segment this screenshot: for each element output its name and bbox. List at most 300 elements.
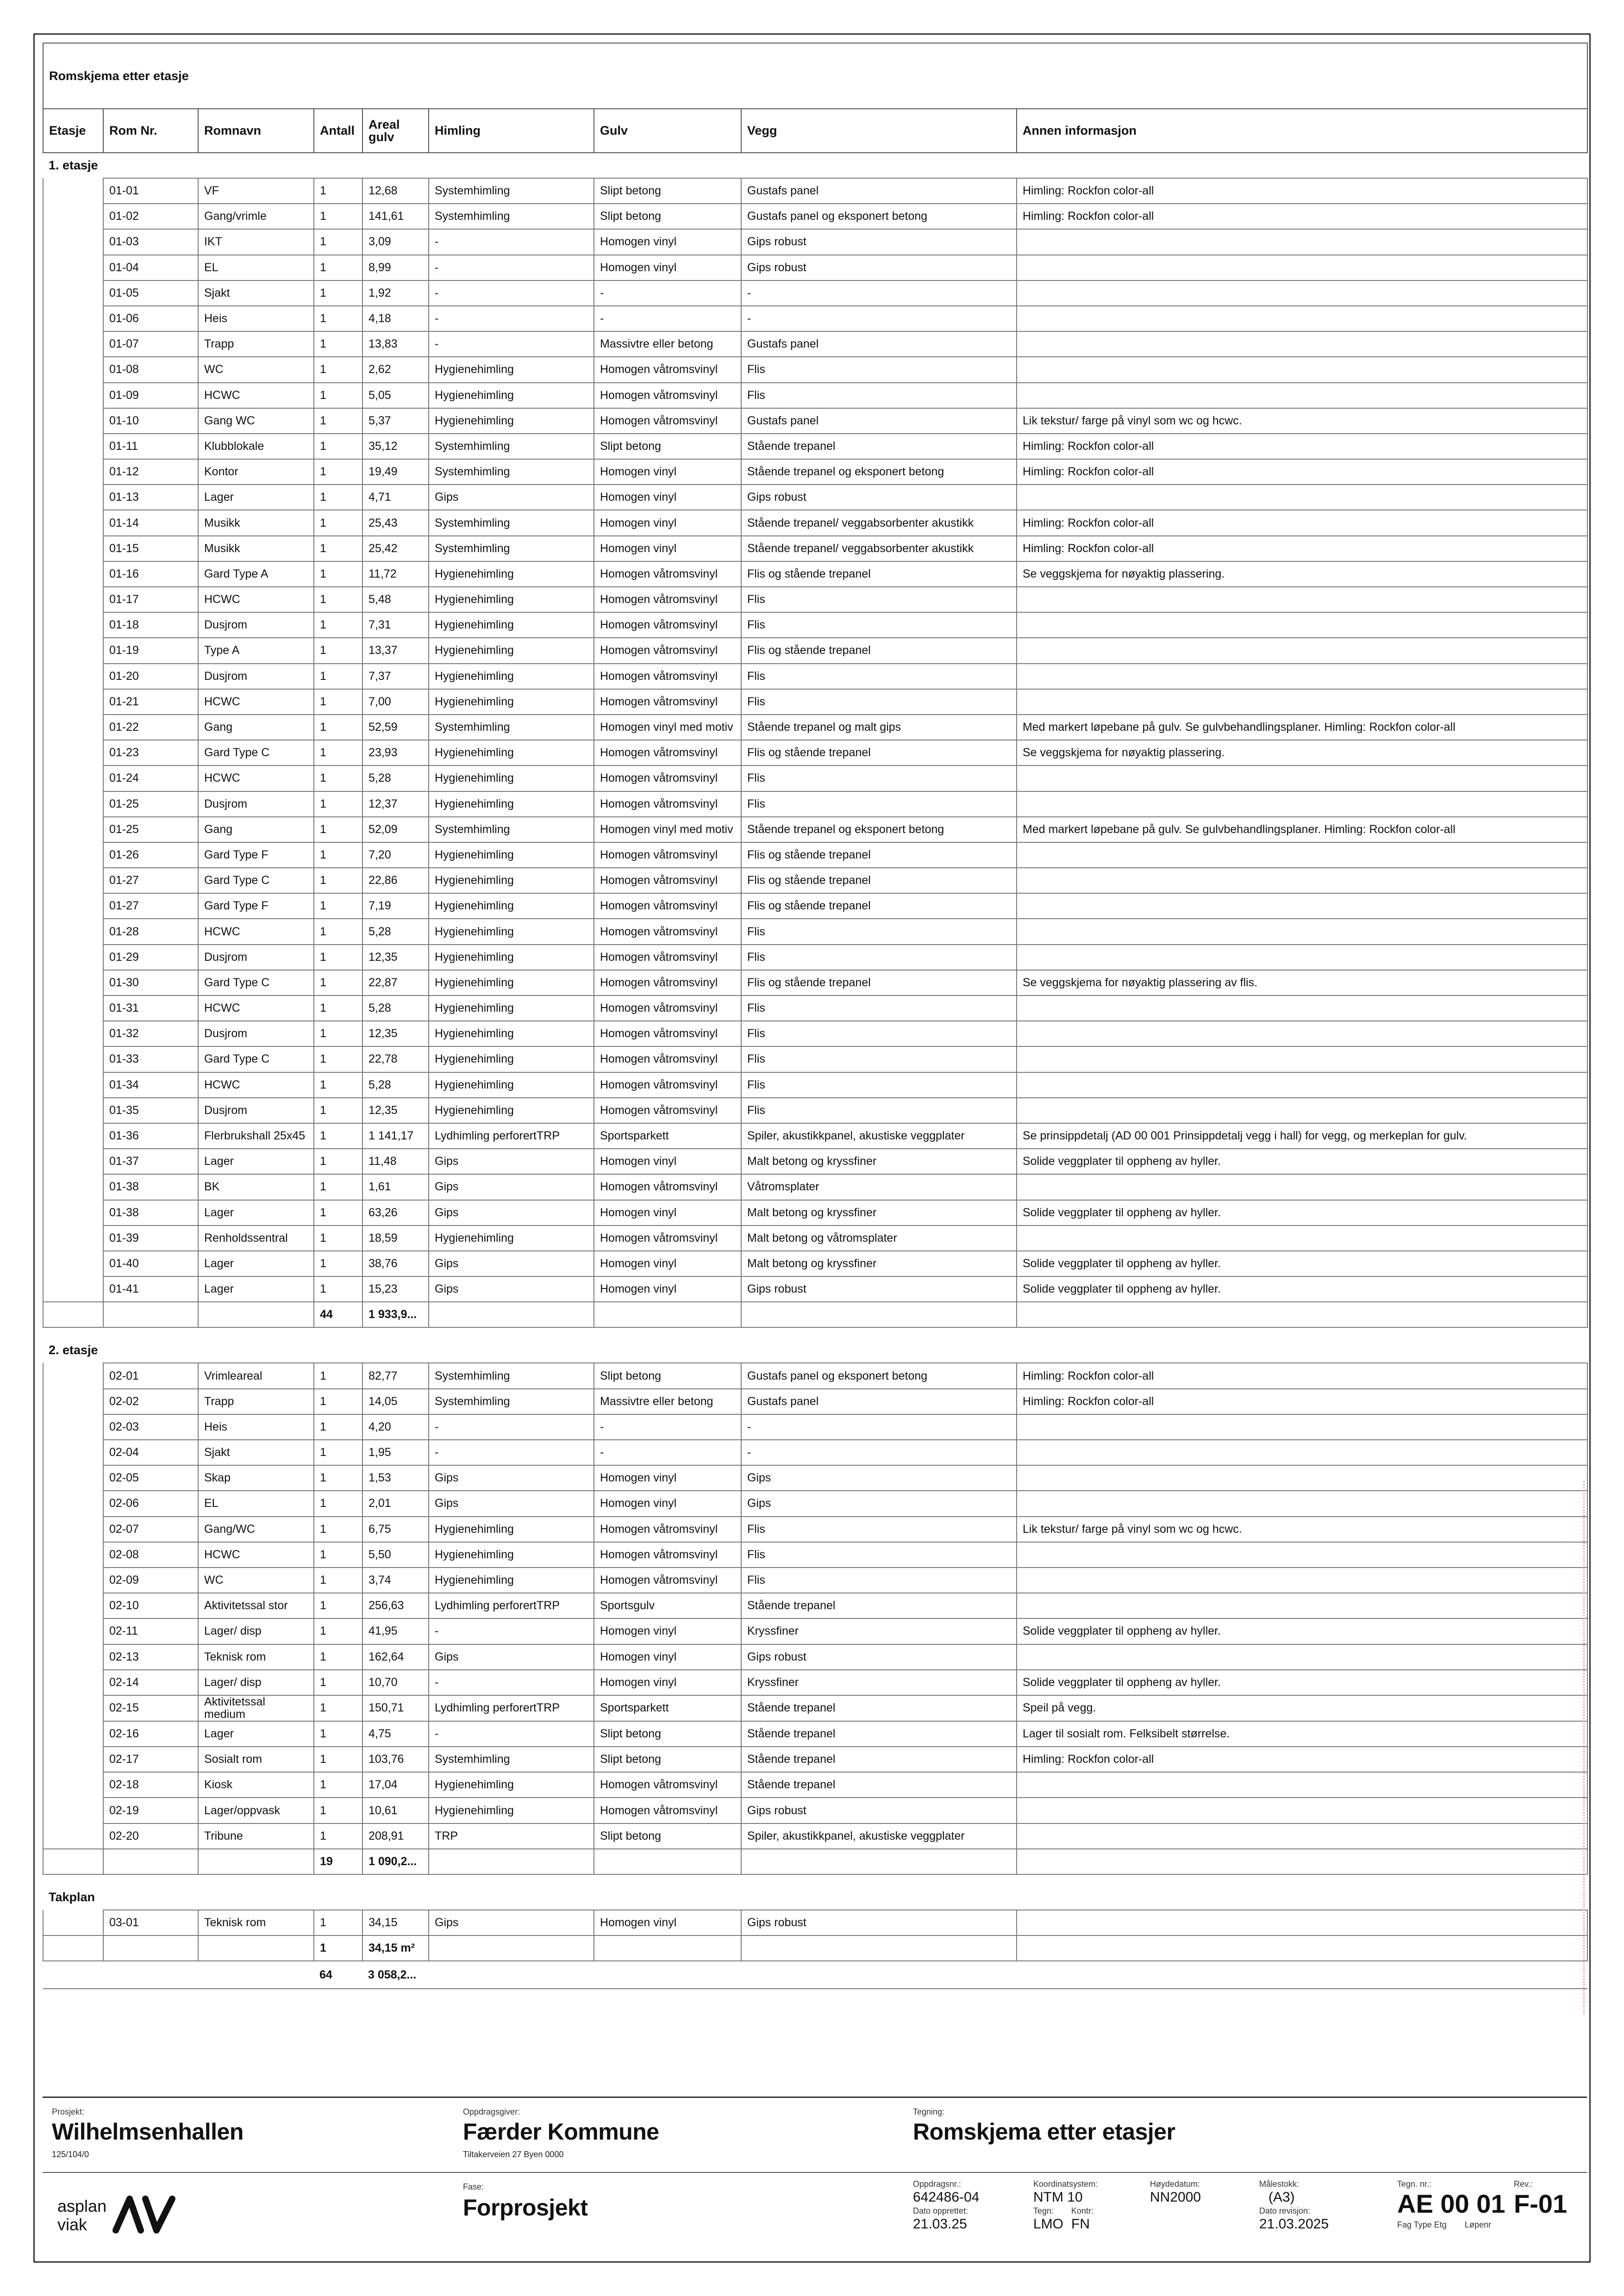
table-cell: 1 bbox=[314, 1798, 362, 1823]
client-label: Oppdragsgiver: bbox=[463, 2107, 520, 2116]
table-cell: Speil på vegg. bbox=[1017, 1695, 1587, 1721]
empty-cell bbox=[103, 1849, 198, 1874]
table-cell: Hygienehimling bbox=[429, 612, 594, 638]
table-cell: 1 bbox=[314, 1174, 362, 1200]
floor-cell bbox=[43, 1517, 103, 1542]
table-cell bbox=[1017, 868, 1587, 893]
table-cell: Homogen våtromsvinyl bbox=[594, 638, 741, 663]
table-row bbox=[43, 1414, 1587, 1440]
table-row bbox=[43, 434, 1587, 459]
table-cell: Gustafs panel bbox=[741, 331, 1017, 357]
table-cell: Heis bbox=[198, 306, 314, 331]
table-cell: 1 bbox=[314, 893, 362, 919]
table-cell: Homogen våtromsvinyl bbox=[594, 1517, 741, 1542]
table-cell: 01-40 bbox=[103, 1251, 198, 1276]
empty-cell bbox=[594, 1935, 741, 1961]
column-header: Annen informasjon bbox=[1017, 109, 1587, 153]
table-cell: Systemhimling bbox=[429, 1747, 594, 1772]
table-cell: Systemhimling bbox=[429, 459, 594, 485]
floor-cell bbox=[43, 1174, 103, 1200]
table-cell: 41,95 bbox=[362, 1618, 429, 1644]
table-cell: 5,28 bbox=[362, 1072, 429, 1098]
table-cell: Hygienehimling bbox=[429, 996, 594, 1021]
table-cell bbox=[1017, 1414, 1587, 1440]
table-cell: Gustafs panel bbox=[741, 1389, 1017, 1414]
table-cell: Homogen vinyl bbox=[594, 1644, 741, 1670]
table-cell bbox=[1017, 485, 1587, 510]
table-cell: Homogen vinyl bbox=[594, 1200, 741, 1226]
floor-cell bbox=[43, 842, 103, 868]
client-name: Færder Kommune bbox=[463, 2119, 659, 2145]
table-cell: Flis bbox=[741, 689, 1017, 715]
table-cell: 1 bbox=[314, 1593, 362, 1618]
table-cell: - bbox=[429, 1440, 594, 1465]
table-cell: Lik tekstur/ farge på vinyl som wc og hcwc. bbox=[1017, 408, 1587, 434]
table-cell: 01-21 bbox=[103, 689, 198, 715]
table-cell: Renholdssentral bbox=[198, 1226, 314, 1251]
table-cell bbox=[1017, 229, 1587, 255]
table-cell: Sjakt bbox=[198, 280, 314, 306]
table-cell: 01-17 bbox=[103, 587, 198, 612]
table-row bbox=[43, 1226, 1587, 1251]
floor-cell bbox=[43, 919, 103, 944]
table-cell: 5,48 bbox=[362, 587, 429, 612]
table-cell: 1 bbox=[314, 1123, 362, 1149]
table-cell: 01-30 bbox=[103, 970, 198, 996]
empty-cell bbox=[741, 1302, 1017, 1327]
table-cell: Stående trepanel bbox=[741, 434, 1017, 459]
table-cell bbox=[1017, 842, 1587, 868]
height-datum-label: Høydedatum: bbox=[1150, 2179, 1200, 2189]
table-cell: 22,86 bbox=[362, 868, 429, 893]
table-cell: Våtromsplater bbox=[741, 1174, 1017, 1200]
table-cell: Hygienehimling bbox=[429, 638, 594, 663]
table-cell: Gang WC bbox=[198, 408, 314, 434]
table-cell: Systemhimling bbox=[429, 817, 594, 842]
table-cell: Homogen vinyl bbox=[594, 510, 741, 535]
revision-label: Rev.: bbox=[1514, 2179, 1533, 2189]
table-cell: Stående trepanel og malt gips bbox=[741, 715, 1017, 740]
table-cell: Systemhimling bbox=[429, 178, 594, 204]
table-cell: Vrimleareal bbox=[198, 1363, 314, 1388]
floor-cell bbox=[43, 1363, 103, 1388]
empty-cell bbox=[1017, 1302, 1587, 1327]
table-cell: Med markert løpebane på gulv. Se gulvbehandlingsplaner. Himling: Rockfon color-all bbox=[1017, 715, 1587, 740]
table-cell: Homogen våtromsvinyl bbox=[594, 791, 741, 817]
table-cell bbox=[1017, 280, 1587, 306]
margin-marker bbox=[1583, 1481, 1586, 2013]
floor-cell bbox=[43, 1251, 103, 1276]
empty-cell bbox=[1017, 1849, 1587, 1874]
empty-cell bbox=[43, 1849, 103, 1874]
table-cell: Sosialt rom bbox=[198, 1747, 314, 1772]
table-cell: - bbox=[741, 306, 1017, 331]
table-cell: Hygienehimling bbox=[429, 1226, 594, 1251]
table-row bbox=[43, 791, 1587, 817]
table-cell: Stående trepanel og eksponert betong bbox=[741, 459, 1017, 485]
table-cell bbox=[1017, 893, 1587, 919]
table-cell: 7,19 bbox=[362, 893, 429, 919]
table-cell: Tribune bbox=[198, 1823, 314, 1849]
logo-text-line2: viak bbox=[57, 2215, 87, 2234]
table-cell: 02-14 bbox=[103, 1670, 198, 1695]
table-cell: Gard Type C bbox=[198, 868, 314, 893]
table-cell: 1 bbox=[314, 383, 362, 408]
table-cell: 1 bbox=[314, 791, 362, 817]
table-cell: 01-26 bbox=[103, 842, 198, 868]
floor-cell bbox=[43, 1721, 103, 1747]
table-cell: 01-36 bbox=[103, 1123, 198, 1149]
table-cell: Se veggskjema for nøyaktig plassering av flis. bbox=[1017, 970, 1587, 996]
table-cell: Hygienehimling bbox=[429, 408, 594, 434]
table-cell bbox=[1017, 1174, 1587, 1200]
table-cell: Gang/WC bbox=[198, 1517, 314, 1542]
floor-cell bbox=[43, 817, 103, 842]
empty-cell bbox=[43, 1961, 103, 1989]
table-row bbox=[43, 178, 1587, 204]
table-cell: Hygienehimling bbox=[429, 842, 594, 868]
title-block bbox=[43, 2097, 1587, 2251]
table-cell bbox=[1017, 996, 1587, 1021]
table-cell: 13,83 bbox=[362, 331, 429, 357]
phase-name: Forprosjekt bbox=[463, 2195, 588, 2221]
table-cell: Himling: Rockfon color-all bbox=[1017, 459, 1587, 485]
table-cell: HCWC bbox=[198, 1542, 314, 1568]
table-cell: Homogen våtromsvinyl bbox=[594, 970, 741, 996]
table-cell: 01-04 bbox=[103, 255, 198, 280]
table-cell: 6,75 bbox=[362, 1517, 429, 1542]
floor-cell bbox=[43, 459, 103, 485]
table-cell: Sportsgulv bbox=[594, 1593, 741, 1618]
table-cell: Gips bbox=[429, 1491, 594, 1516]
floor-cell bbox=[43, 1542, 103, 1568]
table-cell: 1 bbox=[314, 434, 362, 459]
table-cell: TRP bbox=[429, 1823, 594, 1849]
table-cell: Gips bbox=[429, 1251, 594, 1276]
table-cell: 22,78 bbox=[362, 1046, 429, 1072]
table-cell: 1 bbox=[314, 842, 362, 868]
table-cell: Kontor bbox=[198, 459, 314, 485]
table-cell: Flis bbox=[741, 1517, 1017, 1542]
date-created-label: Dato opprettet: bbox=[913, 2206, 968, 2215]
table-cell: Gips robust bbox=[741, 1276, 1017, 1302]
table-cell: Flis bbox=[741, 1568, 1017, 1593]
table-cell: Homogen vinyl bbox=[594, 485, 741, 510]
table-cell: Flis og stående trepanel bbox=[741, 638, 1017, 663]
project-name: Wilhelmsenhallen bbox=[52, 2119, 244, 2145]
floor-cell bbox=[43, 1389, 103, 1414]
table-cell: 1 bbox=[314, 561, 362, 587]
table-cell: 1 bbox=[314, 1251, 362, 1276]
table-cell: Homogen våtromsvinyl bbox=[594, 996, 741, 1021]
table-cell: 1 bbox=[314, 1568, 362, 1593]
table-cell: 25,43 bbox=[362, 510, 429, 535]
table-cell: 18,59 bbox=[362, 1226, 429, 1251]
table-cell: 1,95 bbox=[362, 1440, 429, 1465]
table-cell: Homogen vinyl bbox=[594, 459, 741, 485]
table-cell bbox=[1017, 1226, 1587, 1251]
table-cell: 4,75 bbox=[362, 1721, 429, 1747]
floor-cell bbox=[43, 1772, 103, 1798]
table-cell: 02-16 bbox=[103, 1721, 198, 1747]
floor-cell bbox=[43, 331, 103, 357]
table-cell: Hygienehimling bbox=[429, 1072, 594, 1098]
table-cell: 02-01 bbox=[103, 1363, 198, 1388]
table-cell: 150,71 bbox=[362, 1695, 429, 1721]
table-cell: Systemhimling bbox=[429, 1389, 594, 1414]
table-cell: Se veggskjema for nøyaktig plassering. bbox=[1017, 561, 1587, 587]
table-cell: Slipt betong bbox=[594, 1747, 741, 1772]
table-cell: 19,49 bbox=[362, 459, 429, 485]
table-cell: 1 bbox=[314, 1149, 362, 1174]
table-cell: Hygienehimling bbox=[429, 689, 594, 715]
table-cell: Homogen våtromsvinyl bbox=[594, 868, 741, 893]
table-cell: 1 bbox=[314, 536, 362, 561]
table-cell: Gustafs panel bbox=[741, 408, 1017, 434]
table-cell: 01-16 bbox=[103, 561, 198, 587]
table-cell: - bbox=[741, 1414, 1017, 1440]
floor-cell bbox=[43, 1644, 103, 1670]
checked-by: FN bbox=[1071, 2216, 1090, 2232]
table-cell: 1 bbox=[314, 1721, 362, 1747]
table-row bbox=[43, 306, 1587, 331]
job-number: 642486-04 bbox=[913, 2190, 980, 2205]
table-cell: 01-39 bbox=[103, 1226, 198, 1251]
table-cell: Se veggskjema for nøyaktig plassering. bbox=[1017, 740, 1587, 765]
table-cell: BK bbox=[198, 1174, 314, 1200]
scale-label: Målestokk: bbox=[1259, 2179, 1299, 2189]
table-cell: 01-29 bbox=[103, 945, 198, 970]
empty-cell bbox=[741, 1849, 1017, 1874]
floor-cell bbox=[43, 1098, 103, 1123]
table-row bbox=[43, 1517, 1587, 1542]
table-cell: Dusjrom bbox=[198, 664, 314, 689]
table-cell: 5,50 bbox=[362, 1542, 429, 1568]
floor-cell bbox=[43, 229, 103, 255]
table-cell: Flis bbox=[741, 1046, 1017, 1072]
table-cell: 02-18 bbox=[103, 1772, 198, 1798]
drawing-label: Tegning: bbox=[913, 2107, 945, 2116]
table-cell: Slipt betong bbox=[594, 1823, 741, 1849]
floor-cell bbox=[43, 945, 103, 970]
floor-cell bbox=[43, 587, 103, 612]
table-cell: 02-11 bbox=[103, 1618, 198, 1644]
table-cell: 103,76 bbox=[362, 1747, 429, 1772]
table-cell: Lager bbox=[198, 1251, 314, 1276]
table-row bbox=[43, 638, 1587, 663]
empty-cell bbox=[594, 1849, 741, 1874]
table-cell: 02-09 bbox=[103, 1568, 198, 1593]
table-cell bbox=[1017, 1072, 1587, 1098]
table-cell: Homogen våtromsvinyl bbox=[594, 893, 741, 919]
drawn-by-label: Tegn: bbox=[1033, 2206, 1054, 2215]
floor-cell bbox=[43, 1414, 103, 1440]
table-cell: 1 bbox=[314, 587, 362, 612]
table-cell: 52,09 bbox=[362, 817, 429, 842]
table-cell: Solide veggplater til oppheng av hyller. bbox=[1017, 1276, 1587, 1302]
table-cell: 02-06 bbox=[103, 1491, 198, 1516]
table-cell: 22,87 bbox=[362, 970, 429, 996]
table-cell: Homogen våtromsvinyl bbox=[594, 765, 741, 791]
table-cell: 1 bbox=[314, 612, 362, 638]
floor-cell bbox=[43, 1226, 103, 1251]
table-row bbox=[43, 817, 1587, 842]
table-cell: 12,35 bbox=[362, 1021, 429, 1046]
table-cell: 25,42 bbox=[362, 536, 429, 561]
floor-group-row bbox=[43, 1338, 1587, 1363]
floor-cell bbox=[43, 638, 103, 663]
empty-cell bbox=[198, 1961, 314, 1989]
table-cell: Homogen vinyl bbox=[594, 1149, 741, 1174]
table-cell: 2,62 bbox=[362, 357, 429, 382]
floor-cell bbox=[43, 1072, 103, 1098]
table-cell: Hygienehimling bbox=[429, 1098, 594, 1123]
table-cell: IKT bbox=[198, 229, 314, 255]
table-cell: Himling: Rockfon color-all bbox=[1017, 1363, 1587, 1388]
floor-cell bbox=[43, 612, 103, 638]
table-cell: Systemhimling bbox=[429, 715, 594, 740]
table-cell: 35,12 bbox=[362, 434, 429, 459]
table-row bbox=[43, 1542, 1587, 1568]
table-cell: Stående trepanel bbox=[741, 1747, 1017, 1772]
table-cell: Lager/ disp bbox=[198, 1670, 314, 1695]
floor-count-total: 19 bbox=[314, 1849, 362, 1874]
floor-count-total: 1 bbox=[314, 1935, 362, 1961]
table-cell: 12,68 bbox=[362, 178, 429, 204]
table-cell: Slipt betong bbox=[594, 204, 741, 229]
table-cell: 01-18 bbox=[103, 612, 198, 638]
table-row bbox=[43, 1021, 1587, 1046]
table-row bbox=[43, 1440, 1587, 1465]
table-cell bbox=[1017, 1098, 1587, 1123]
table-cell: Med markert løpebane på gulv. Se gulvbehandlingsplaner. Himling: Rockfon color-all bbox=[1017, 817, 1587, 842]
table-row bbox=[43, 765, 1587, 791]
table-cell: 208,91 bbox=[362, 1823, 429, 1849]
table-cell: Flis bbox=[741, 383, 1017, 408]
floor-cell bbox=[43, 868, 103, 893]
table-cell: Flis bbox=[741, 791, 1017, 817]
table-cell: Homogen vinyl bbox=[594, 255, 741, 280]
table-row bbox=[43, 970, 1587, 996]
table-cell: Hygienehimling bbox=[429, 1046, 594, 1072]
table-cell: 4,71 bbox=[362, 485, 429, 510]
table-cell: Gard Type F bbox=[198, 893, 314, 919]
table-cell: Flis bbox=[741, 765, 1017, 791]
table-cell: Homogen vinyl bbox=[594, 229, 741, 255]
table-cell: 01-38 bbox=[103, 1174, 198, 1200]
floor-cell bbox=[43, 740, 103, 765]
empty-cell bbox=[594, 1961, 741, 1989]
table-cell: 1 bbox=[314, 996, 362, 1021]
table-cell: 01-08 bbox=[103, 357, 198, 382]
empty-cell bbox=[741, 1935, 1017, 1961]
table-cell: 1 bbox=[314, 331, 362, 357]
table-cell: Lager til sosialt rom. Felksibelt størrelse. bbox=[1017, 1721, 1587, 1747]
table-row bbox=[43, 689, 1587, 715]
table-cell: Gard Type C bbox=[198, 740, 314, 765]
empty-cell bbox=[429, 1935, 594, 1961]
table-cell: 1 bbox=[314, 280, 362, 306]
table-cell: 02-19 bbox=[103, 1798, 198, 1823]
table-cell: Flis bbox=[741, 612, 1017, 638]
table-cell: Stående trepanel/ veggabsorbenter akustikk bbox=[741, 536, 1017, 561]
table-cell: 8,99 bbox=[362, 255, 429, 280]
table-row bbox=[43, 1593, 1587, 1618]
table-cell: Systemhimling bbox=[429, 536, 594, 561]
table-cell: Homogen vinyl bbox=[594, 536, 741, 561]
table-cell: Malt betong og kryssfiner bbox=[741, 1251, 1017, 1276]
table-cell: Flis bbox=[741, 1542, 1017, 1568]
table-cell: Gips robust bbox=[741, 1910, 1017, 1935]
column-header: Areal gulv bbox=[362, 109, 429, 153]
table-cell: 01-41 bbox=[103, 1276, 198, 1302]
table-row bbox=[43, 204, 1587, 229]
table-cell: Flis bbox=[741, 587, 1017, 612]
schedule-header-row bbox=[43, 109, 1587, 153]
table-cell: 1 bbox=[314, 1363, 362, 1388]
floor-cell bbox=[43, 765, 103, 791]
revision-date: 21.03.2025 bbox=[1259, 2216, 1329, 2232]
scale: (A3) bbox=[1268, 2190, 1295, 2205]
table-cell: Systemhimling bbox=[429, 434, 594, 459]
table-cell: Flis bbox=[741, 996, 1017, 1021]
drawing-title: Romskjema etter etasjer bbox=[913, 2119, 1175, 2145]
table-cell: 1 bbox=[314, 178, 362, 204]
table-cell: 01-32 bbox=[103, 1021, 198, 1046]
table-cell: 1 bbox=[314, 1021, 362, 1046]
table-cell: Gustafs panel og eksponert betong bbox=[741, 204, 1017, 229]
table-cell: - bbox=[429, 1721, 594, 1747]
floor-cell bbox=[43, 1046, 103, 1072]
table-cell: Homogen våtromsvinyl bbox=[594, 383, 741, 408]
table-cell: 1 bbox=[314, 1046, 362, 1072]
table-cell: 12,35 bbox=[362, 945, 429, 970]
table-cell: HCWC bbox=[198, 689, 314, 715]
table-cell: 01-07 bbox=[103, 331, 198, 357]
table-cell: Musikk bbox=[198, 536, 314, 561]
table-cell: Gang bbox=[198, 715, 314, 740]
table-cell: Gips bbox=[429, 1200, 594, 1226]
empty-cell bbox=[429, 1849, 594, 1874]
table-cell: 1 bbox=[314, 1747, 362, 1772]
floor-cell bbox=[43, 1823, 103, 1849]
table-row bbox=[43, 612, 1587, 638]
table-cell: Slipt betong bbox=[594, 1363, 741, 1388]
grand-total-row bbox=[43, 1961, 1587, 1989]
floor-cell bbox=[43, 485, 103, 510]
table-cell: 1 bbox=[314, 1491, 362, 1516]
table-cell: Himling: Rockfon color-all bbox=[1017, 536, 1587, 561]
table-cell: Slipt betong bbox=[594, 434, 741, 459]
table-row bbox=[43, 1251, 1587, 1276]
table-cell bbox=[1017, 689, 1587, 715]
table-cell: WC bbox=[198, 357, 314, 382]
column-header: Rom Nr. bbox=[103, 109, 198, 153]
table-row bbox=[43, 587, 1587, 612]
table-cell: Hygienehimling bbox=[429, 893, 594, 919]
column-header: Etasje bbox=[43, 109, 103, 153]
table-cell: Gips robust bbox=[741, 1644, 1017, 1670]
table-cell: Hygienehimling bbox=[429, 945, 594, 970]
table-cell: Trapp bbox=[198, 1389, 314, 1414]
table-cell: Slipt betong bbox=[594, 178, 741, 204]
table-cell: Hygienehimling bbox=[429, 765, 594, 791]
table-cell: Gips robust bbox=[741, 1798, 1017, 1823]
room-schedule-table bbox=[43, 43, 1588, 1989]
table-cell: Gips robust bbox=[741, 255, 1017, 280]
table-row bbox=[43, 1174, 1587, 1200]
table-cell: 01-33 bbox=[103, 1046, 198, 1072]
